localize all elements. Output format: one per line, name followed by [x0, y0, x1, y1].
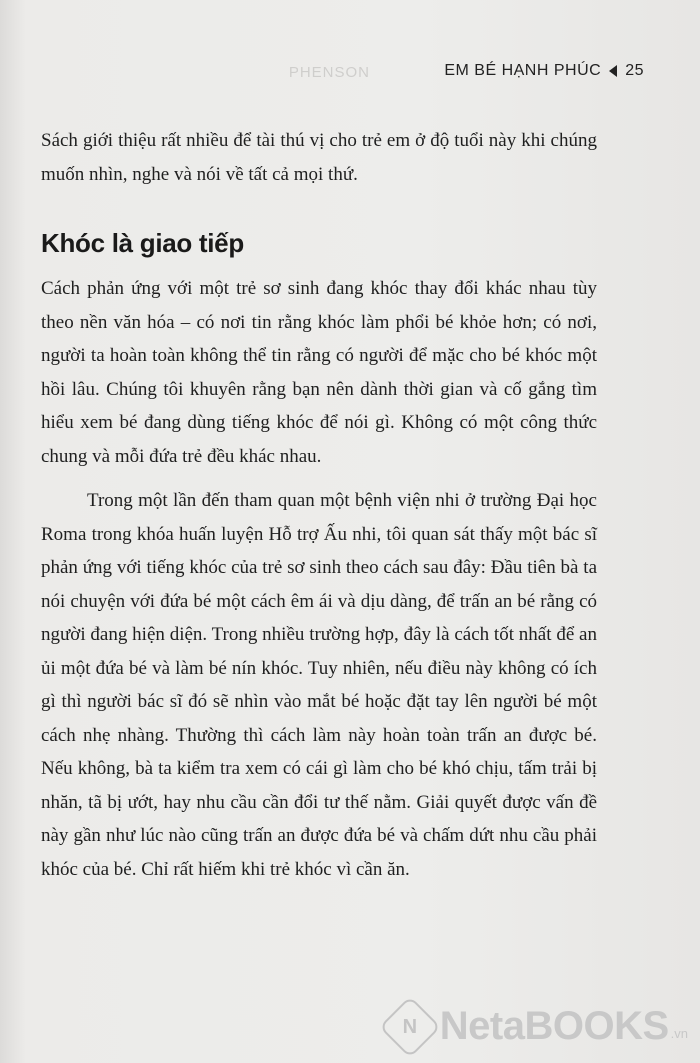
brand-name: NetaBOOKS: [439, 1004, 669, 1048]
logo-letter: N: [402, 1014, 417, 1037]
intro-paragraph: Sách giới thiệu rất nhiều để tài thú vị cho trẻ em ở độ tuổi này khi chúng muốn nhìn, nghe và nói về tất cả mọi thứ.: [41, 130, 597, 185]
book-title: EM BÉ HẠNH PHÚC: [444, 62, 602, 79]
running-header: [444, 62, 644, 80]
brand-logo-icon: [379, 995, 441, 1057]
left-triangle-icon: [609, 65, 617, 77]
page-content: [41, 124, 597, 886]
watermark: [388, 1004, 688, 1049]
page-number: 25: [625, 62, 644, 79]
bleed-through-text: PHENSON: [288, 64, 370, 81]
body-paragraph: Cách phản ứng với một trẻ sơ sinh đang khóc thay đổi khác nhau tùy theo nền văn hóa – có nơi tin rằng khóc làm phổi bé khỏe hơn; có nơi, người ta hoàn toàn không thể tin rằng có người để mặc cho bé khóc một hồi lâu. Chúng tôi khuyên rằng bạn nên dành thời gian và cố gắng tìm hiểu xem bé đang dùng tiếng khóc để nói gì. Không có một công thức chung và mỗi đứa trẻ đều khác nhau.: [41, 278, 597, 467]
body-paragraph-indented: Trong một lần đến tham quan một bệnh viện nhi ở trường Đại học Roma trong khóa huấn luyện Hỗ trợ Ấu nhi, tôi quan sát thấy một bác sĩ phản ứng với tiếng khóc của trẻ sơ sinh theo cách sau đây: Đầu tiên bà ta nói chuyện với đứa bé một cách êm ái và dịu dàng, để trấn an bé rằng có người đang hiện diện. Trong nhiều trường hợp, đây là cách tốt nhất để an ủi một đứa bé và làm bé nín khóc. Tuy nhiên, nếu điều này không có ích gì thì người bác sĩ đó sẽ nhìn vào mắt bé hoặc đặt tay lên người bé một cách nhẹ nhàng. Thường thì cách làm này hoàn toàn trấn an được bé. Nếu không, bà ta kiểm tra xem có cái gì làm cho bé khó chịu, tấm trải bị nhăn, tã bị ướt, hay nhu cầu cần đổi tư thế nằm. Giải quyết được vấn đề này gần như lúc nào cũng trấn an được đứa bé và chấm dứt nhu cầu phải khóc của bé. Chỉ rất hiếm khi trẻ khóc vì cần ăn.: [41, 490, 597, 880]
section-heading: Khóc là giao tiếp: [41, 228, 244, 258]
brand-suffix: .vn: [670, 1026, 688, 1041]
